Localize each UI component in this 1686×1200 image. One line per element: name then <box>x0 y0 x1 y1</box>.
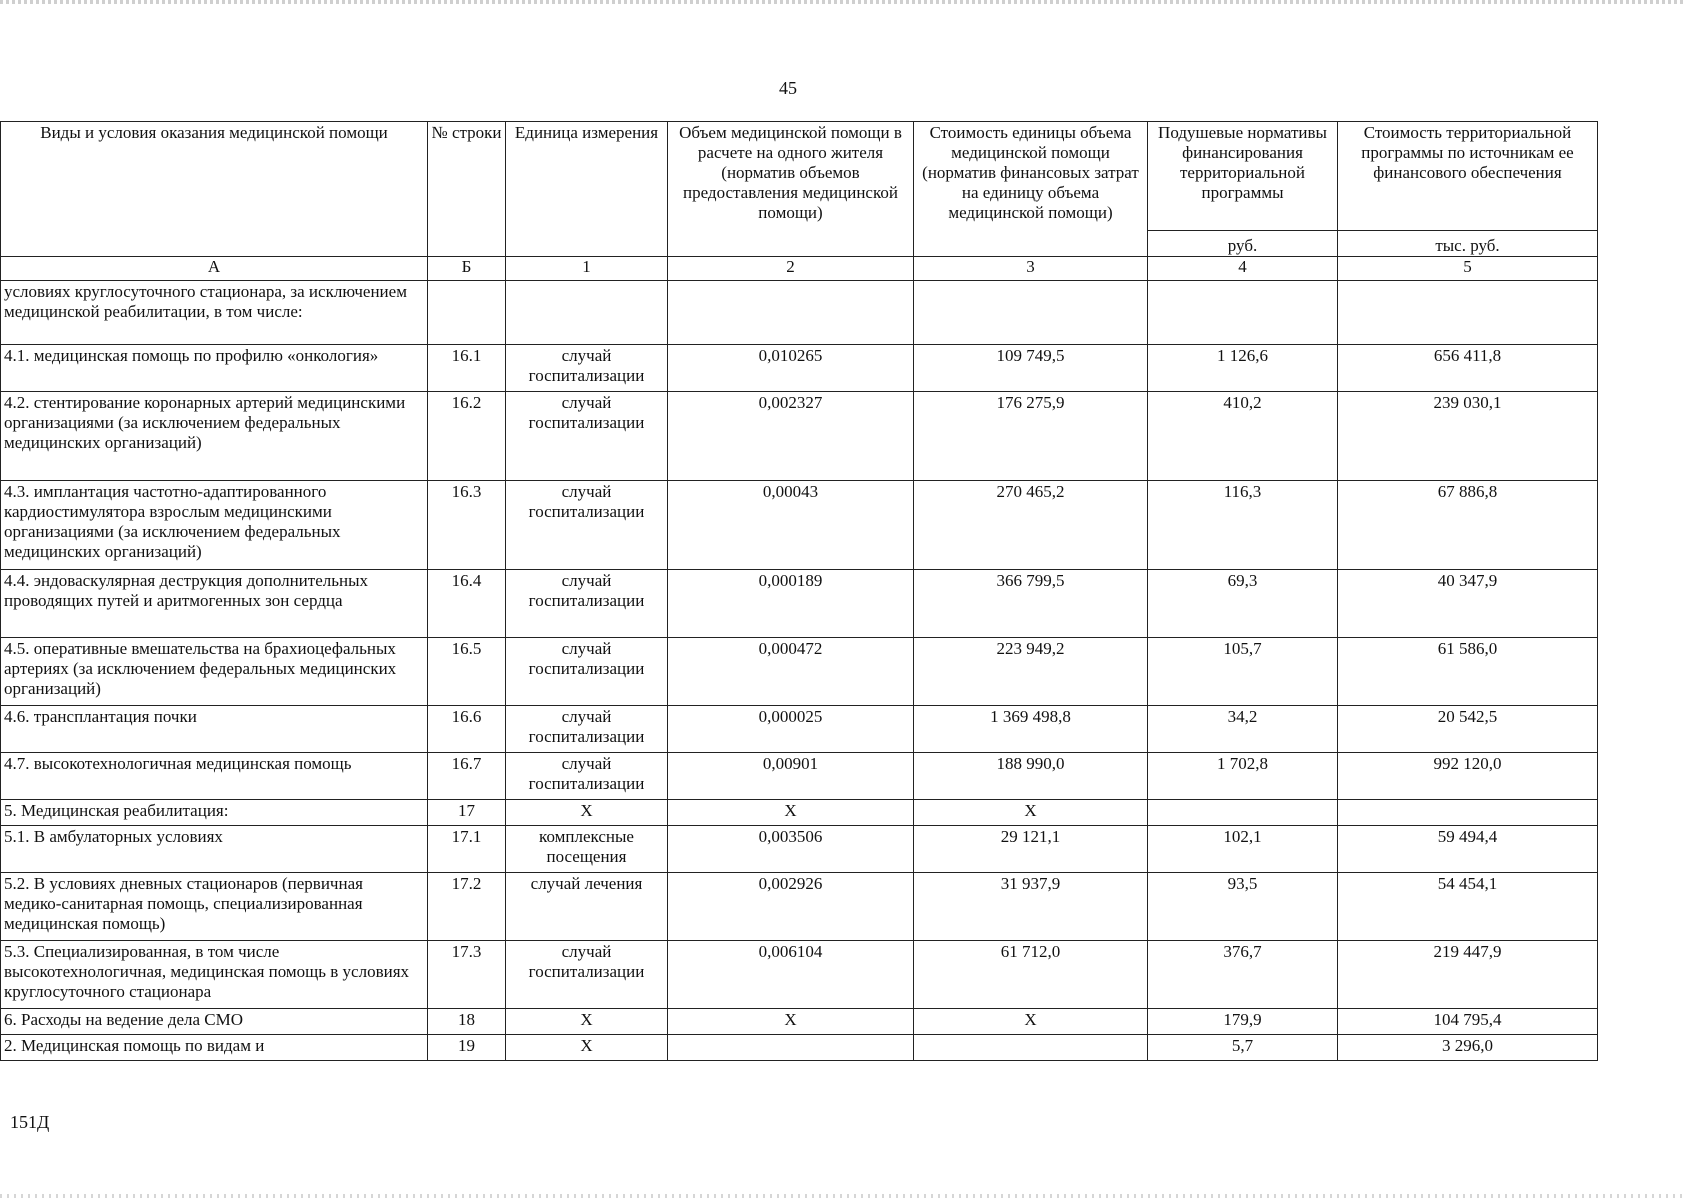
cell-row-no: 18 <box>428 1009 506 1035</box>
cell-name: 5.2. В условиях дневных стационаров (первичная медико-санитарная помощь, специализированная медицинская помощь) <box>1 873 428 941</box>
cell-cost: 223 949,2 <box>914 638 1148 706</box>
table-row <box>1 826 1598 873</box>
cell-total: 40 347,9 <box>1338 570 1598 638</box>
cell-row-no: 16.5 <box>428 638 506 706</box>
table-row <box>1 941 1598 1009</box>
cell-per-capita: 1 702,8 <box>1148 753 1338 800</box>
cell-name: 2. Медицинская помощь по видам и <box>1 1035 428 1061</box>
cell-cost: 366 799,5 <box>914 570 1148 638</box>
cell-volume: 0,006104 <box>668 941 914 1009</box>
cell-volume <box>668 281 914 345</box>
cell-volume: 0,00043 <box>668 481 914 570</box>
cell-cost: 29 121,1 <box>914 826 1148 873</box>
cell-total: 219 447,9 <box>1338 941 1598 1009</box>
cell-volume: Х <box>668 1009 914 1035</box>
cell-total: 239 030,1 <box>1338 392 1598 481</box>
cell-total: 992 120,0 <box>1338 753 1598 800</box>
table-row <box>1 481 1598 570</box>
cell-row-no: 16.2 <box>428 392 506 481</box>
cell-name: 5. Медицинская реабилитация: <box>1 800 428 826</box>
cell-row-no: 17.3 <box>428 941 506 1009</box>
document-code: 151Д <box>10 1112 50 1132</box>
cell-per-capita <box>1148 800 1338 826</box>
table-row <box>1 345 1598 392</box>
column-letter: А <box>1 257 428 281</box>
header-kind: Виды и условия оказания медицинской помощи <box>1 122 428 257</box>
table-row <box>1 706 1598 753</box>
cell-name: 5.1. В амбулаторных условиях <box>1 826 428 873</box>
cell-unit: случай госпитализации <box>506 753 668 800</box>
scan-edge-top <box>0 0 1686 4</box>
cell-cost <box>914 281 1148 345</box>
cell-unit <box>506 281 668 345</box>
table-row <box>1 800 1598 826</box>
cell-name: 4.2. стентирование коронарных артерий медицинскими организациями (за исключением федеральных медицинских организаций) <box>1 392 428 481</box>
cell-volume: 0,000025 <box>668 706 914 753</box>
cell-volume: 0,002327 <box>668 392 914 481</box>
cell-name: 4.4. эндоваскулярная деструкция дополнительных проводящих путей и аритмогенных зон сердца <box>1 570 428 638</box>
cell-row-no: 17.1 <box>428 826 506 873</box>
cell-name: 4.3. имплантация частотно-адаптированного кардиостимулятора взрослым медицинскими организациями (за исключением федеральных медицинских организаций) <box>1 481 428 570</box>
cell-unit: случай госпитализации <box>506 941 668 1009</box>
cell-cost: Х <box>914 1009 1148 1035</box>
cell-per-capita: 93,5 <box>1148 873 1338 941</box>
cell-total: 104 795,4 <box>1338 1009 1598 1035</box>
cell-per-capita: 69,3 <box>1148 570 1338 638</box>
cell-row-no: 16.4 <box>428 570 506 638</box>
cell-cost: 270 465,2 <box>914 481 1148 570</box>
cell-row-no: 17.2 <box>428 873 506 941</box>
header-row-no: № строки <box>428 122 506 257</box>
cell-cost <box>914 1035 1148 1061</box>
cell-per-capita: 1 126,6 <box>1148 345 1338 392</box>
cell-total: 54 454,1 <box>1338 873 1598 941</box>
table-row <box>1 638 1598 706</box>
cell-volume: 0,00901 <box>668 753 914 800</box>
unit-thousand-rub: тыс. руб. <box>1338 231 1598 257</box>
column-letters-row <box>1 257 1598 281</box>
cell-name: 4.6. трансплантация почки <box>1 706 428 753</box>
cell-total: 61 586,0 <box>1338 638 1598 706</box>
cell-row-no: 17 <box>428 800 506 826</box>
column-letter: 5 <box>1338 257 1598 281</box>
table-row <box>1 570 1598 638</box>
cell-total: 20 542,5 <box>1338 706 1598 753</box>
cell-per-capita: 116,3 <box>1148 481 1338 570</box>
cell-cost: 176 275,9 <box>914 392 1148 481</box>
cell-per-capita: 5,7 <box>1148 1035 1338 1061</box>
table-row <box>1 1009 1598 1035</box>
cell-unit: случай госпитализации <box>506 345 668 392</box>
cell-volume: Х <box>668 800 914 826</box>
cell-per-capita: 179,9 <box>1148 1009 1338 1035</box>
cell-per-capita: 34,2 <box>1148 706 1338 753</box>
cell-total: 3 296,0 <box>1338 1035 1598 1061</box>
page-number: 45 <box>779 78 797 98</box>
cell-name: условиях круглосуточного стационара, за исключением медицинской реабилитации, в том числе: <box>1 281 428 345</box>
column-letter: 2 <box>668 257 914 281</box>
cell-name: 5.3. Специализированная, в том числе высокотехнологичная, медицинская помощь в условиях круглосуточного стационара <box>1 941 428 1009</box>
norms-table <box>0 121 1598 1061</box>
column-letter: 4 <box>1148 257 1338 281</box>
table-row <box>1 281 1598 345</box>
table-row <box>1 753 1598 800</box>
cell-row-no: 16.7 <box>428 753 506 800</box>
cell-total: 656 411,8 <box>1338 345 1598 392</box>
cell-unit: случай госпитализации <box>506 706 668 753</box>
header-volume: Объем медицинской помощи в расчете на одного жителя (норматив объемов предоставления медицинской помощи) <box>668 122 914 257</box>
cell-row-no: 16.1 <box>428 345 506 392</box>
cell-unit: комплексные посещения <box>506 826 668 873</box>
unit-rub: руб. <box>1148 231 1338 257</box>
cell-per-capita: 105,7 <box>1148 638 1338 706</box>
header-unit-cost: Стоимость единицы объема медицинской помощи (норматив финансовых затрат на единицу объема медицинской помощи) <box>914 122 1148 257</box>
header-row <box>1 122 1598 231</box>
table-row <box>1 1035 1598 1061</box>
cell-cost: 1 369 498,8 <box>914 706 1148 753</box>
cell-cost: 31 937,9 <box>914 873 1148 941</box>
cell-unit: случай госпитализации <box>506 392 668 481</box>
cell-unit: Х <box>506 1035 668 1061</box>
column-letter: Б <box>428 257 506 281</box>
cell-cost: 109 749,5 <box>914 345 1148 392</box>
cell-total <box>1338 281 1598 345</box>
cell-row-no: 16.3 <box>428 481 506 570</box>
cell-cost: 61 712,0 <box>914 941 1148 1009</box>
cell-volume: 0,000472 <box>668 638 914 706</box>
cell-unit: случай госпитализации <box>506 638 668 706</box>
cell-unit: Х <box>506 800 668 826</box>
column-letter: 1 <box>506 257 668 281</box>
cell-per-capita: 410,2 <box>1148 392 1338 481</box>
cell-name: 4.1. медицинская помощь по профилю «онкология» <box>1 345 428 392</box>
cell-volume: 0,000189 <box>668 570 914 638</box>
cell-unit: Х <box>506 1009 668 1035</box>
cell-total <box>1338 800 1598 826</box>
cell-cost: 188 990,0 <box>914 753 1148 800</box>
cell-name: 6. Расходы на ведение дела СМО <box>1 1009 428 1035</box>
cell-name: 4.7. высокотехнологичная медицинская помощь <box>1 753 428 800</box>
cell-volume: 0,003506 <box>668 826 914 873</box>
cell-total: 67 886,8 <box>1338 481 1598 570</box>
cell-volume: 0,002926 <box>668 873 914 941</box>
header-per-capita: Подушевые нормативы финансирования территориальной программы <box>1148 122 1338 231</box>
column-letter: 3 <box>914 257 1148 281</box>
cell-per-capita <box>1148 281 1338 345</box>
cell-volume <box>668 1035 914 1061</box>
cell-unit: случай лечения <box>506 873 668 941</box>
cell-name: 4.5. оперативные вмешательства на брахиоцефальных артериях (за исключением федеральных медицинских организаций) <box>1 638 428 706</box>
cell-row-no: 16.6 <box>428 706 506 753</box>
header-program-cost: Стоимость территориальной программы по источникам ее финансового обеспечения <box>1338 122 1598 231</box>
cell-row-no <box>428 281 506 345</box>
cell-cost: Х <box>914 800 1148 826</box>
cell-total: 59 494,4 <box>1338 826 1598 873</box>
cell-per-capita: 376,7 <box>1148 941 1338 1009</box>
cell-unit: случай госпитализации <box>506 481 668 570</box>
table-row <box>1 392 1598 481</box>
cell-per-capita: 102,1 <box>1148 826 1338 873</box>
cell-unit: случай госпитализации <box>506 570 668 638</box>
table-row <box>1 873 1598 941</box>
cell-volume: 0,010265 <box>668 345 914 392</box>
header-unit: Единица измерения <box>506 122 668 257</box>
scan-edge-bottom <box>0 1194 1686 1198</box>
cell-row-no: 19 <box>428 1035 506 1061</box>
